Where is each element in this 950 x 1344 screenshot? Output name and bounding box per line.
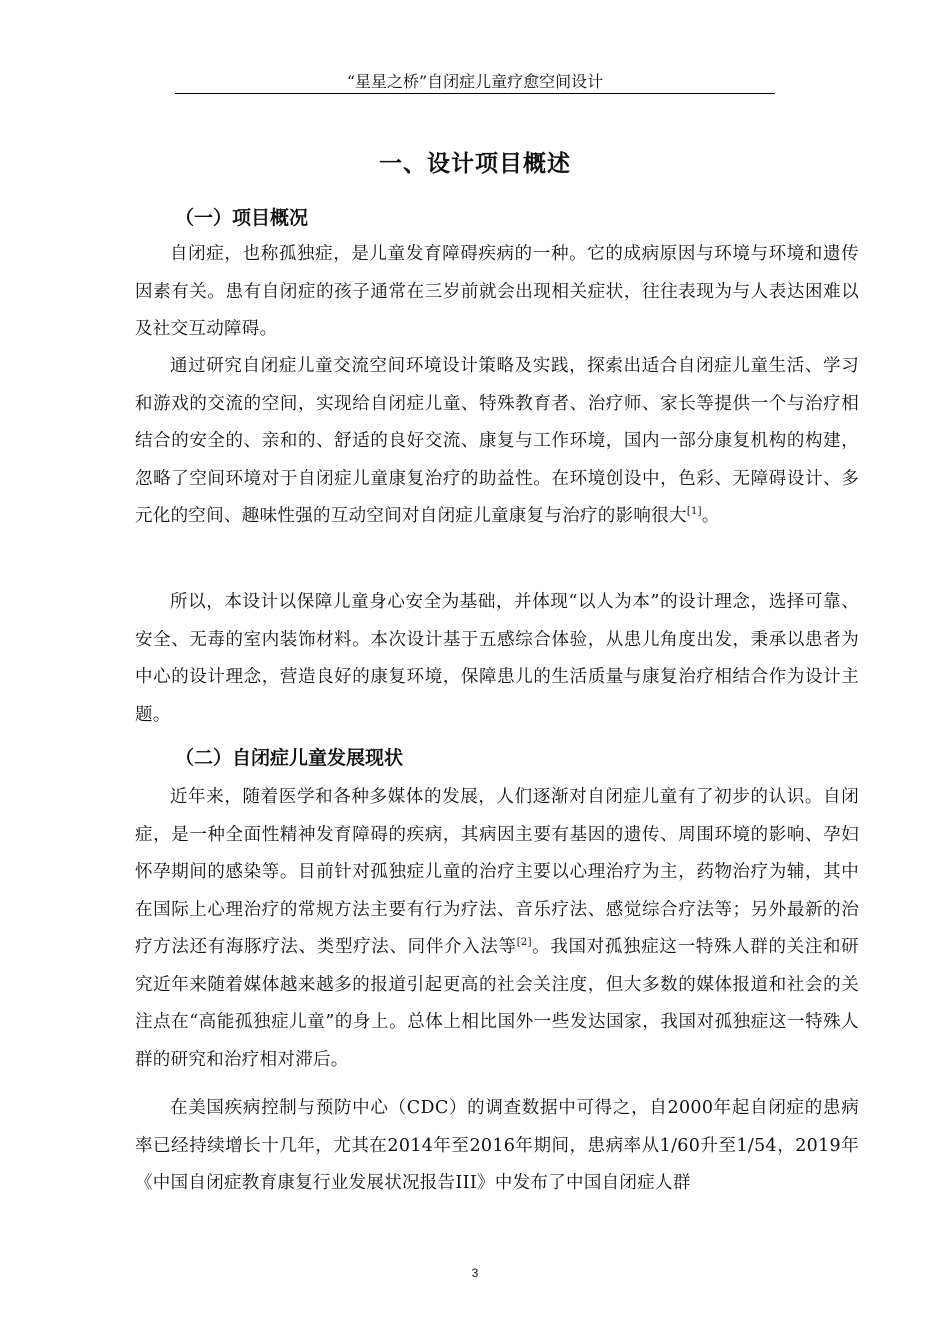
- paragraph-text: 自闭症，也称孤独症，是儿童发育障碍疾病的一种。它的成病原因与环境与环境和遗传因素有关。患有自闭症的孩子通常在三岁前就会出现相关症状，往往表现为与人表达困难以及社交互动障碍。: [135, 244, 859, 339]
- citation-ref: [1]: [686, 506, 702, 517]
- section-heading-development-status: （二）自闭症儿童发展现状: [175, 747, 404, 769]
- header-rule: [175, 93, 775, 94]
- paragraph-cdc-data: [135, 1090, 859, 1203]
- running-header-title: “星星之桥”自闭症儿童疗愈空间设计: [346, 72, 604, 91]
- paragraph-autism-definition: [135, 236, 859, 349]
- paragraph-text: 在美国疾病控制与预防中心（CDC）的调查数据中可得之，自2000年起自闭症的患病率已经持续增长十几年，尤其在2014年至2016年期间，患病率从1/60升至1/54，2019年《中国自闭症教育康复行业发展状况报告III》中发布了中国自闭症人群: [135, 1098, 859, 1193]
- paragraph-text: 近年来，随着医学和各种多媒体的发展，人们逐渐对自闭症儿童有了初步的认识。自闭症，是一种全面性精神发育障碍的疾病，其病因主要有基因的遗传、周围环境的影响、孕妇怀孕期间的感染等。目前针对孤独症儿童的治疗主要以心理治疗为主，药物治疗为辅，其中在国际上心理治疗的常规方法主要有行为疗法、音乐疗法、感觉综合疗法等；另外最新的治疗方法还有海豚疗法、类型疗法、同伴介入法等: [135, 787, 859, 957]
- chapter-title: 一、设计项目概述: [379, 151, 571, 177]
- section-heading-overview: （一）项目概况: [175, 207, 309, 229]
- paragraph-text: 通过研究自闭症儿童交流空间环境设计策略及实践，探索出适合自闭症儿童生活、学习和游戏的交流的空间，实现给自闭症儿童、特殊教育者、治疗师、家长等提供一个与治疗相结合的安全的、亲和的、舒适的良好交流、康复与工作环境，国内一部分康复机构的构建，忽略了空间环境对于自闭症儿童康复治疗的助益性。在环境创设中，色彩、无障碍设计、多元化的空间、趣味性强的互动空间对自闭症儿童康复与治疗的影响很大: [135, 356, 859, 526]
- paragraph-design-concept: [135, 584, 859, 734]
- paragraph-research-goal: [135, 348, 859, 536]
- paragraph-current-status: [135, 779, 859, 1079]
- citation-ref: [2]: [516, 937, 532, 948]
- page-number: 3: [471, 1266, 479, 1280]
- paragraph-text: 所以，本设计以保障儿童身心安全为基础，并体现“以人为本”的设计理念，选择可靠、安全、无毒的室内装饰材料。本次设计基于五感综合体验，从患儿角度出发，秉承以患者为中心的设计理念，营造良好的康复环境，保障患儿的生活质量与康复治疗相结合作为设计主题。: [135, 592, 859, 725]
- paragraph-text-tail: 。: [701, 506, 720, 526]
- paragraph-text-tail: 。我国对孤独症这一特殊人群的关注和研究近年来随着媒体越来越多的报道引起更高的社会关注度，但大多数的媒体报道和社会的关注点在“高能孤独症儿童”的身上。总体上相比国外一些发达国家，我国对孤独症这一特殊人群的研究和治疗相对滞后。: [135, 937, 859, 1070]
